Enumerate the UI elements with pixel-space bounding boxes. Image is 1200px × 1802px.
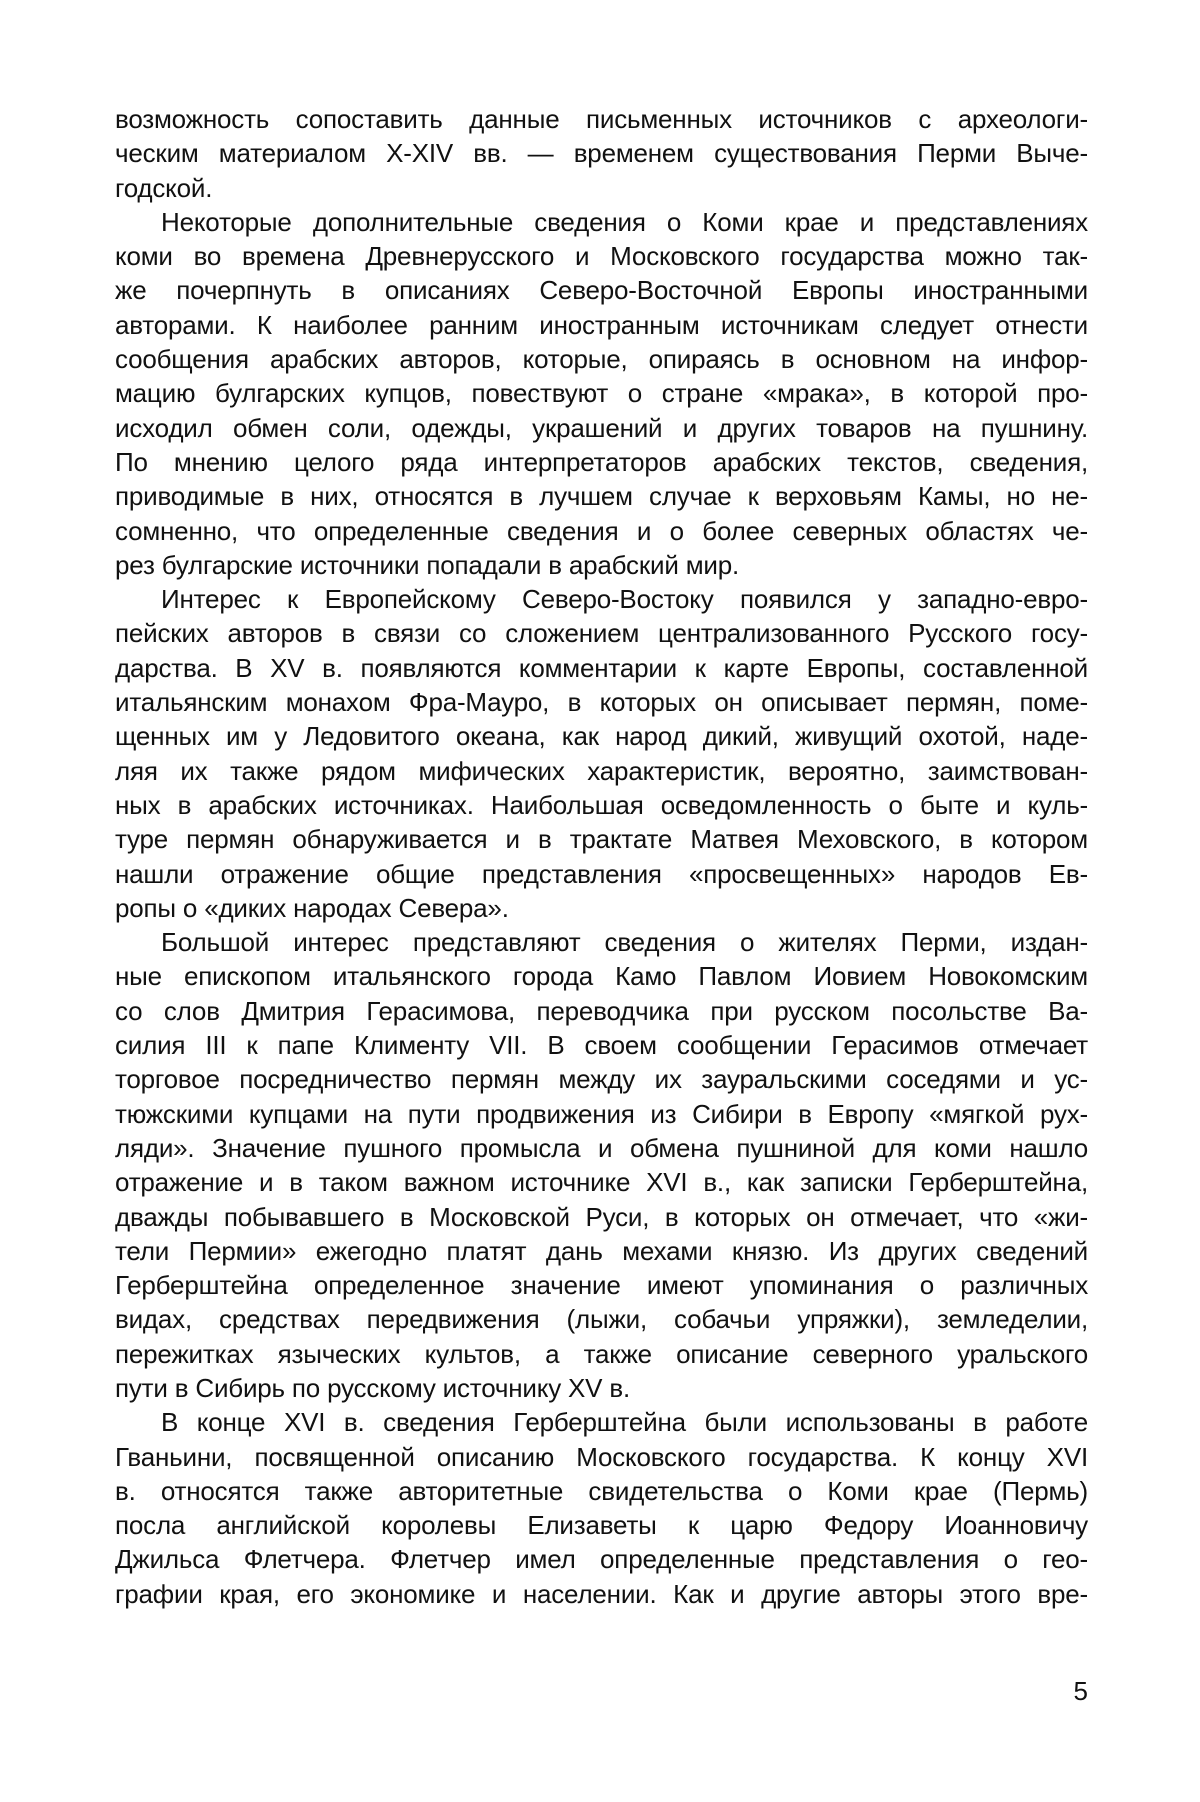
text-line: По мнению целого ряда интерпретаторов арабских текстов, сведения, [115,445,1088,479]
text-line: сообщения арабских авторов, которые, опираясь в основном на инфор- [115,342,1088,376]
text-line: приводимые в них, относятся в лучшем случае к верховьям Камы, но не- [115,479,1088,513]
text-line: торговое посредничество пермян между их зауральскими соседями и ус- [115,1062,1088,1096]
text-line: ные епископом итальянского города Камо Павлом Иовием Новокомским [115,959,1088,993]
paragraph [115,1405,1088,1611]
text-line: исходил обмен соли, одежды, украшений и других товаров на пушнину. [115,411,1088,445]
text-line: коми во времена Древнерусского и Московского государства можно так- [115,239,1088,273]
page-body [115,102,1088,1611]
text-line: пережитках языческих культов, а также описание северного уральского [115,1337,1088,1371]
text-line: посла английской королевы Елизаветы к царю Федору Иоанновичу [115,1508,1088,1542]
text-line: Некоторые дополнительные сведения о Коми крае и представлениях [115,205,1088,239]
text-line: итальянским монахом Фра-Мауро, в которых он описывает пермян, поме- [115,685,1088,719]
text-line: возможность сопоставить данные письменных источников с археологи- [115,102,1088,136]
text-line: ляди». Значение пушного промысла и обмена пушниной для коми нашло [115,1131,1088,1165]
text-line: же почерпнуть в описаниях Северо-Восточной Европы иностранными [115,273,1088,307]
text-line: В конце XVI в. сведения Герберштейна были использованы в работе [115,1405,1088,1439]
text-line: пейских авторов в связи со сложением централизованного Русского госу- [115,616,1088,650]
text-line: графии края, его экономике и населении. Как и другие авторы этого вре- [115,1577,1088,1611]
text-line: отражение и в таком важном источнике XVI в., как записки Герберштейна, [115,1165,1088,1199]
text-line: годской. [115,171,1088,205]
text-line: тели Пермии» ежегодно платят дань мехами князю. Из других сведений [115,1234,1088,1268]
text-line: ных в арабских источниках. Наибольшая осведомленность о быте и куль- [115,788,1088,822]
text-line: в. относятся также авторитетные свидетельства о Коми крае (Пермь) [115,1474,1088,1508]
text-line: щенных им у Ледовитого океана, как народ дикий, живущий охотой, наде- [115,719,1088,753]
paragraph [115,925,1088,1405]
text-line: ческим материалом X-XIV вв. — временем существования Перми Выче- [115,136,1088,170]
text-line: мацию булгарских купцов, повествуют о стране «мрака», в которой про- [115,376,1088,410]
text-line: Джильса Флетчера. Флетчер имел определенные представления о гео- [115,1542,1088,1576]
text-line: со слов Дмитрия Герасимова, переводчика при русском посольстве Ва- [115,994,1088,1028]
text-line: пути в Сибирь по русскому источнику XV в. [115,1371,1088,1405]
text-line: ляя их также рядом мифических характеристик, вероятно, заимствован- [115,754,1088,788]
paragraph [115,205,1088,582]
text-line: авторами. К наиболее ранним иностранным источникам следует отнести [115,308,1088,342]
text-line: силия III к папе Клименту VII. В своем сообщении Герасимов отмечает [115,1028,1088,1062]
text-line: Гваньини, посвященной описанию Московского государства. К концу XVI [115,1440,1088,1474]
text-line: нашли отражение общие представления «просвещенных» народов Ев- [115,857,1088,891]
page-number: 5 [1074,1676,1088,1707]
text-line: тюжскими купцами на пути продвижения из Сибири в Европу «мягкой рух- [115,1097,1088,1131]
text-line: ропы о «диких народах Севера». [115,891,1088,925]
text-line: туре пермян обнаруживается и в трактате Матвея Меховского, в котором [115,822,1088,856]
text-line: дарства. В XV в. появляются комментарии к карте Европы, составленной [115,651,1088,685]
text-line: Интерес к Европейскому Северо-Востоку появился у западно-евро- [115,582,1088,616]
paragraph [115,582,1088,925]
text-line: Большой интерес представляют сведения о жителях Перми, издан- [115,925,1088,959]
text-line: Герберштейна определенное значение имеют упоминания о различных [115,1268,1088,1302]
text-line: дважды побывавшего в Московской Руси, в которых он отмечает, что «жи- [115,1200,1088,1234]
text-line: видах, средствах передвижения (лыжи, собачьи упряжки), земледелии, [115,1302,1088,1336]
text-line: рез булгарские источники попадали в арабский мир. [115,548,1088,582]
paragraph [115,102,1088,205]
text-line: сомненно, что определенные сведения и о более северных областях че- [115,514,1088,548]
